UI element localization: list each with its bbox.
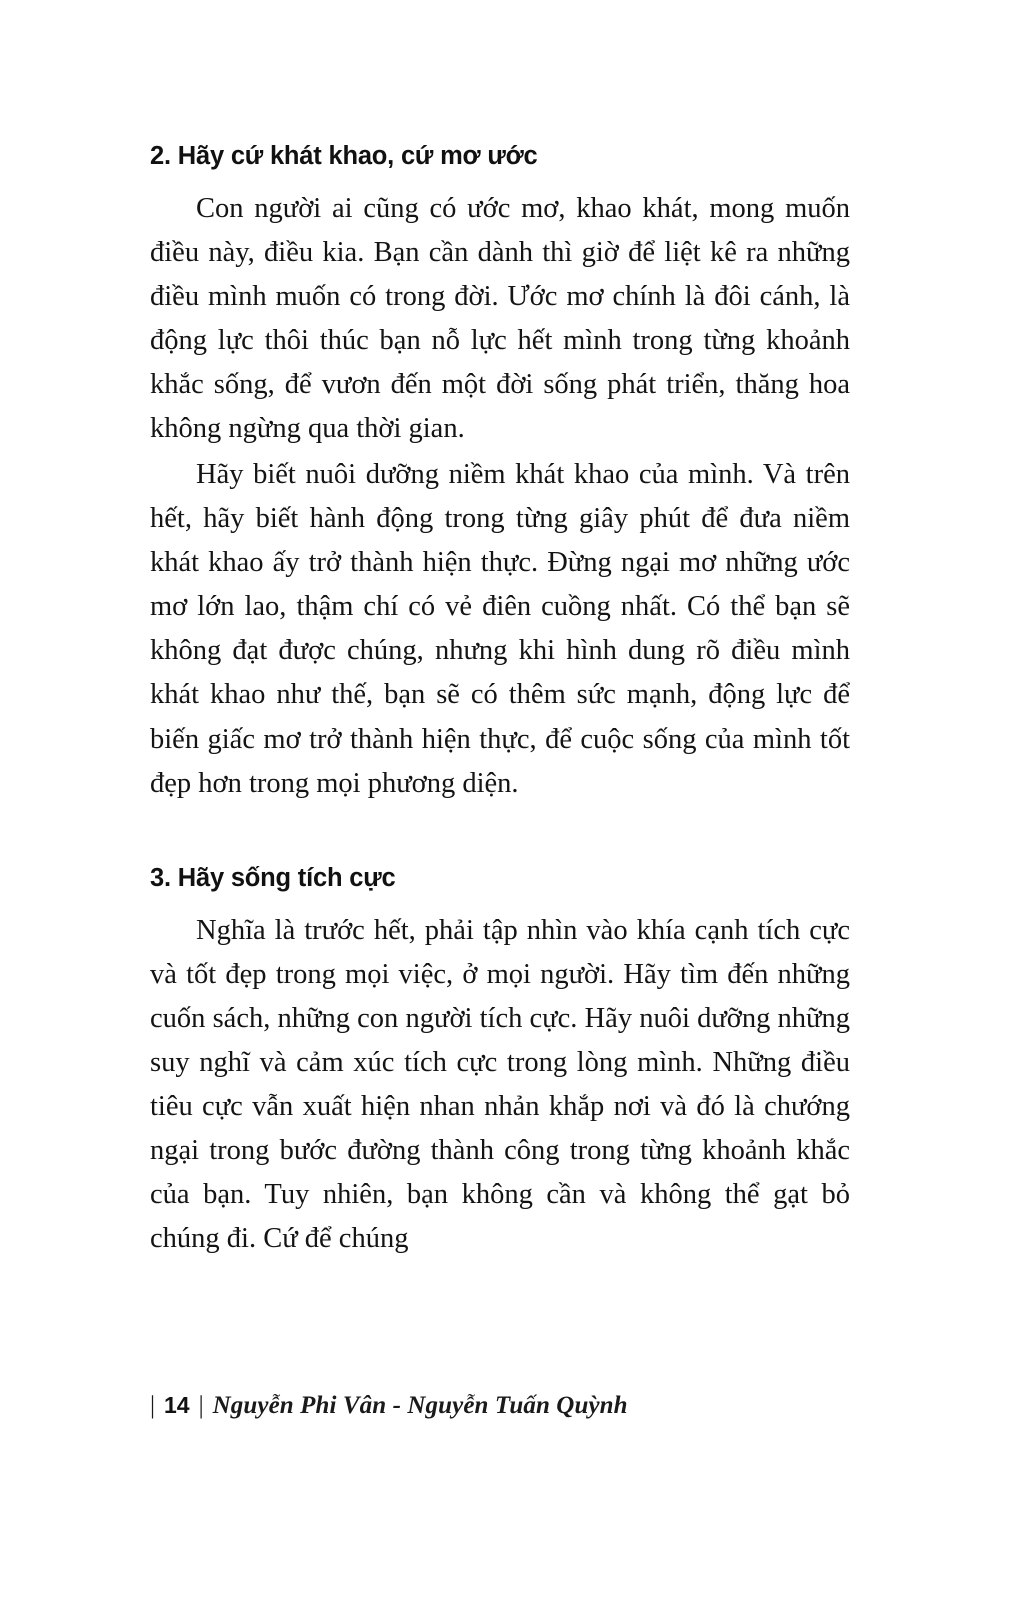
section-heading-3: 3. Hãy sống tích cực — [150, 863, 396, 892]
page-footer — [150, 1392, 870, 1420]
paragraph: Nghĩa là trước hết, phải tập nhìn vào khía cạnh tích cực và tốt đẹp trong mọi việc, ở mọi người. Hãy tìm đến những cuốn sách, những con người tích cực. Hãy nuôi dưỡng những suy nghĩ và cảm xúc tích cực trong lòng mình. Những điều tiêu cực vẫn xuất hiện nhan nhản khắp nơi và đó là chướng ngại trong bước đường thành công trong từng khoảnh khắc của bạn. Tuy nhiên, bạn không cần và không thể gạt bỏ chúng đi. Cứ để chúng — [150, 914, 850, 1254]
footer-authors: Nguyễn Phi Vân - Nguyễn Tuấn Quỳnh — [212, 1392, 628, 1419]
paragraph: Con người ai cũng có ước mơ, khao khát, mong muốn điều này, điều kia. Bạn cần dành thì giờ để liệt kê ra những điều mình muốn có trong đời. Ước mơ chính là đôi cánh, là động lực thôi thúc bạn nỗ lực hết mình trong từng khoảnh khắc sống, để vươn đến một đời sống phát triển, thăng hoa không ngừng qua thời gian. — [150, 193, 850, 445]
page-content — [150, 140, 850, 1261]
section-heading-2: 2. Hãy cứ khát khao, cứ mơ ước — [150, 142, 538, 170]
footer-left-bar: | — [150, 1392, 156, 1419]
footer-right-bar: | — [198, 1392, 204, 1419]
page-number: 14 — [164, 1392, 190, 1418]
paragraph: Hãy biết nuôi dưỡng niềm khát khao của mình. Và trên hết, hãy biết hành động trong từng giây phút để đưa niềm khát khao ấy trở thành hiện thực. Đừng ngại mơ những ước mơ lớn lao, thậm chí có vẻ điên cuồng nhất. Có thể bạn sẽ không đạt được chúng, nhưng khi hình dung rõ điều mình khát khao như thế, bạn sẽ có thêm sức mạnh, động lực để biến giấc mơ trở thành hiện thực, để cuộc sống của mình tốt đẹp hơn trong mọi phương diện. — [150, 459, 850, 799]
